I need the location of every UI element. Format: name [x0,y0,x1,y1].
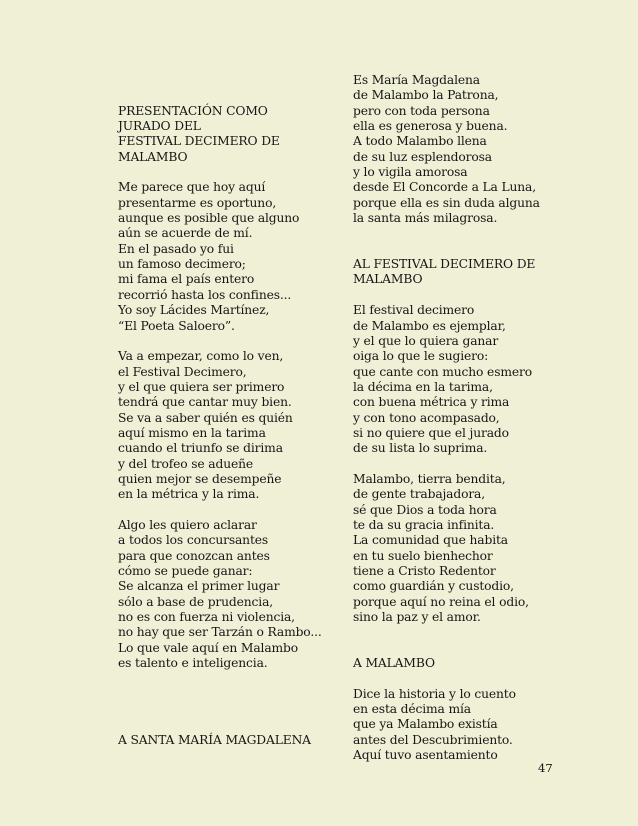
poem-title-line: A SANTA MARÍA MAGDALENA [118,732,311,747]
verse-line: aquí mismo en la tarima [118,425,266,440]
poem-title-line: PRESENTACIÓN COMO [118,103,268,118]
verse-line: de su luz esplendorosa [353,149,492,164]
verse-line: recorrió hasta los confines... [118,287,292,302]
verse-line: y el que lo quiera ganar [353,333,499,348]
stanza [353,472,540,625]
verse-line: tiene a Cristo Redentor [353,564,496,578]
blank-line [118,671,322,686]
right-column [353,73,540,763]
verse-line: presentarme es oportuno, [118,195,277,210]
verse-line: en tu suelo bienhechor [353,548,493,563]
verse-line: tendrá que cantar muy bien. [118,395,292,410]
verse-line: Malambo, tierra bendita, [353,471,506,486]
blank-line [118,334,322,349]
verse-line: para que conozcan antes [118,548,270,563]
blank-line [118,687,322,702]
page-number: 47 [538,761,553,775]
verse-line: aún se acuerde de mí. [118,226,253,241]
poem-title-line: MALAMBO [118,149,188,164]
poem-section [118,733,322,748]
blank-line [118,702,322,717]
verse-line: de Malambo la Patrona, [353,88,499,103]
poem-section [353,257,540,625]
verse-line: en la métrica y la rima. [118,487,260,502]
verse-line: En el pasado yo fui [118,241,234,256]
stanza [353,73,540,226]
stanza [118,518,322,671]
verse-line: a todos los concursantes [118,533,269,548]
verse-line: de su lista lo suprima. [353,441,488,456]
verse-line: la décima en la tarima, [353,379,493,394]
verse-line: Yo soy Lácides Martínez, [118,303,270,318]
verse-line: no es con fuerza ni violencia, [118,610,295,625]
verse-line: cuando el triunfo se dirima [118,441,283,456]
verse-line: un famoso decimero; [118,257,246,272]
left-column [118,73,322,748]
blank-line [118,717,322,732]
verse-line: que ya Malambo existía [353,717,498,732]
verse-line: porque aquí no reina el odio, [353,594,529,609]
verse-line: es talento e inteligencia. [118,656,268,671]
verse-line: quien mejor se desempeñe [118,471,282,486]
stanza [353,303,540,456]
poem-title-line: AL FESTIVAL DECIMERO DE [353,257,536,272]
poem-title-line: JURADO DEL [118,119,201,134]
verse-line: Me parece que hoy aquí [118,180,266,195]
verse-line: ella es generosa y buena. [353,119,508,134]
verse-line: de gente trabajadora, [353,487,485,502]
poem-section [353,73,540,226]
verse-line: Dice la historia y lo cuento [353,686,516,701]
blank-line [353,625,540,640]
verse-line: sólo a base de prudencia, [118,594,274,609]
verse-line: que cante con mucho esmero [353,364,532,379]
poem-title-line: A MALAMBO [353,656,435,671]
blank-line [353,457,540,472]
poem-section [118,104,322,672]
verse-line: y del trofeo se adueñe [118,456,254,471]
verse-line: y el que quiera ser primero [118,379,285,394]
verse-line: como guardián y custodio, [353,579,514,594]
blank-line [118,503,322,518]
verse-line: te da su gracia infinita. [353,517,495,532]
verse-line: cómo se puede ganar: [118,564,253,578]
verse-line: Se alcanza el primer lugar [118,579,280,594]
poem-title-line: MALAMBO [353,272,423,287]
stanza [118,349,322,502]
verse-line: con buena métrica y rima [353,395,510,410]
verse-line: el Festival Decimero, [118,364,247,379]
verse-line: aunque es posible que alguno [118,211,300,226]
blank-line [353,226,540,241]
verse-line: de Malambo es ejemplar, [353,318,506,333]
verse-line: Va a empezar, como lo ven, [118,349,284,364]
verse-line: y lo vigila amorosa [353,165,468,180]
verse-line: no hay que ser Tarzán o Rambo... [118,625,322,640]
verse-line: Es María Magdalena [353,73,480,87]
verse-line: porque ella es sin duda alguna [353,195,540,210]
verse-line: pero con toda persona [353,103,490,118]
verse-line: oiga lo que le sugiero: [353,349,489,364]
verse-line: y con tono acompasado, [353,410,500,425]
verse-line: A todo Malambo llena [353,134,487,149]
verse-line: desde El Concorde a La Luna, [353,180,536,195]
blank-line [353,288,540,303]
blank-line [118,165,322,180]
stanza [118,180,322,333]
blank-line [353,242,540,257]
blank-line [118,73,322,88]
verse-line: Algo les quiero aclarar [118,517,257,532]
verse-line: sino la paz y el amor. [353,610,481,625]
verse-line: El festival decimero [353,303,475,318]
blank-line [118,88,322,103]
verse-line: la santa más milagrosa. [353,211,498,226]
verse-line: Lo que vale aquí en Malambo [118,640,298,655]
blank-line [353,671,540,686]
verse-line: antes del Descubrimiento. [353,732,513,747]
verse-line: La comunidad que habita [353,533,508,548]
poem-section [353,656,540,763]
verse-line: “El Poeta Saloero”. [118,318,235,333]
verse-line: en esta décima mía [353,702,471,717]
verse-line: sé que Dios a toda hora [353,502,497,517]
verse-line: Se va a saber quién es quién [118,410,293,425]
blank-line [353,641,540,656]
poem-title-line: FESTIVAL DECIMERO DE [118,134,280,149]
verse-line: Aquí tuvo asentamiento [353,748,498,763]
verse-line: mi fama el país entero [118,272,255,287]
verse-line: si no quiere que el jurado [353,425,509,440]
stanza [353,687,540,764]
